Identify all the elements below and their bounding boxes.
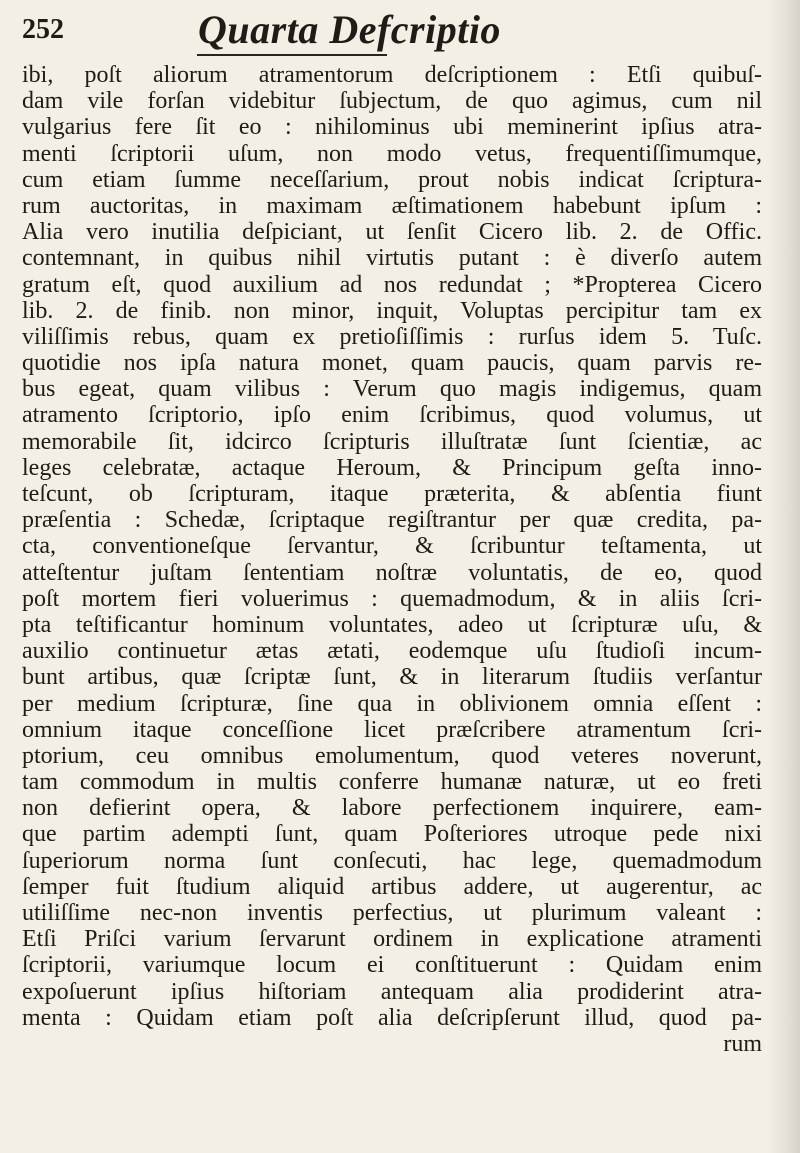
body-text <box>22 62 762 1142</box>
text-line: leges celebratæ, actaque Heroum, & Principum geſta inno- <box>22 454 762 481</box>
text-line: cum etiam ſumme neceſſarium, prout nobis indicat ſcriptura- <box>22 166 762 193</box>
text-line: rum auctoritas, in maximam æſtimationem habebunt ipſum : <box>22 192 762 219</box>
text-line: pta teſtificantur hominum voluntates, adeo ut ſcripturæ uſu, & <box>22 611 762 638</box>
catchword: rum <box>723 1030 762 1057</box>
running-title: Quarta Defcriptio <box>198 7 501 52</box>
text-line: gratum eſt, quod auxilium ad nos redundat ; *Propterea Cicero <box>22 271 762 298</box>
page-header <box>22 4 742 60</box>
text-line: per medium ſcripturæ, ſine qua in oblivionem omnia eſſent : <box>22 690 762 717</box>
text-line: atteſtentur juſtam ſententiam noſtræ voluntatis, de eo, quod <box>22 559 762 586</box>
page-edge-shadow <box>766 0 800 1153</box>
text-line: utiliſſime nec-non inventis perfectius, ut plurimum valeant : <box>22 900 762 926</box>
text-line: expoſuerunt ipſius hiſtoriam antequam alia prodiderint atra- <box>22 978 762 1005</box>
text-line: que partim adempti ſunt, quam Poſteriores utroque pede nixi <box>22 821 762 848</box>
title-rule <box>197 54 387 56</box>
text-line: teſcunt, ob ſcripturam, itaque præterita, & abſentia fiunt <box>22 481 762 507</box>
text-line: vulgarius fere ſit eo : nihilominus ubi meminerint ipſius atra- <box>22 114 762 141</box>
text-line: dam vile forſan videbitur ſubjectum, de quo agimus, cum nil <box>22 88 762 115</box>
text-line: omnium itaque conceſſione licet præſcribere atramentum ſcri- <box>22 716 762 743</box>
text-line: lib. 2. de finib. non minor, inquit, Voluptas percipitur tam ex <box>22 297 762 324</box>
text-line: atramento ſcriptorio, ipſo enim ſcribimus, quod volumus, ut <box>22 402 762 429</box>
text-line: ſcriptorii, variumque locum ei conſtituerunt : Quidam enim <box>22 952 762 979</box>
text-line: ibi, poſt aliorum atramentorum deſcriptionem : Etſi quibuſ- <box>22 62 762 88</box>
text-line: viliſſimis rebus, quam ex pretioſiſſimis : rurſus idem 5. Tuſc. <box>22 323 762 350</box>
page-number: 252 <box>22 14 64 45</box>
text-line: tam commodum in multis conferre humanæ naturæ, ut eo freti <box>22 769 762 796</box>
text-line: contemnant, in quibus nihil virtutis putant : è diverſo autem <box>22 245 762 272</box>
text-line: non defierint opera, & labore perfectionem inquirere, eam- <box>22 795 762 822</box>
text-line: ſemper fuit ſtudium aliquid artibus addere, ut augerentur, ac <box>22 873 762 900</box>
text-line: bus egeat, quam vilibus : Verum quo magis indigemus, quam <box>22 376 762 403</box>
text-line: poſt mortem fieri voluerimus : quemadmodum, & in aliis ſcri- <box>22 585 762 612</box>
text-line: ſuperiorum norma ſunt conſecuti, hac lege, quemadmodum <box>22 847 762 874</box>
text-line: Alia vero inutilia deſpiciant, ut ſenſit Cicero lib. 2. de Offic. <box>22 219 762 246</box>
text-line: ptorium, ceu omnibus emolumentum, quod veteres noverunt, <box>22 742 762 769</box>
text-line: præſentia : Schedæ, ſcriptaque regiſtrantur per quæ credita, pa- <box>22 507 762 534</box>
text-line: auxilio continuetur ætas ætati, eodemque uſu ſtudioſi incum- <box>22 638 762 665</box>
text-line: bunt artibus, quæ ſcriptæ ſunt, & in literarum ſtudiis verſantur <box>22 664 762 691</box>
text-line: memorabile ſit, idcirco ſcripturis illuſtratæ ſunt ſcientiæ, ac <box>22 428 762 455</box>
text-line: menti ſcriptorii uſum, non modo vetus, frequentiſſimumque, <box>22 140 762 167</box>
text-line: cta, conventioneſque ſervantur, & ſcribuntur teſtamenta, ut <box>22 533 762 560</box>
text-line: menta : Quidam etiam poſt alia deſcripſerunt illud, quod pa- <box>22 1004 762 1031</box>
text-line: Etſi Priſci varium ſervarunt ordinem in explicatione atramenti <box>22 926 762 953</box>
text-line: quotidie nos ipſa natura monet, quam paucis, quam parvis re- <box>22 350 762 377</box>
